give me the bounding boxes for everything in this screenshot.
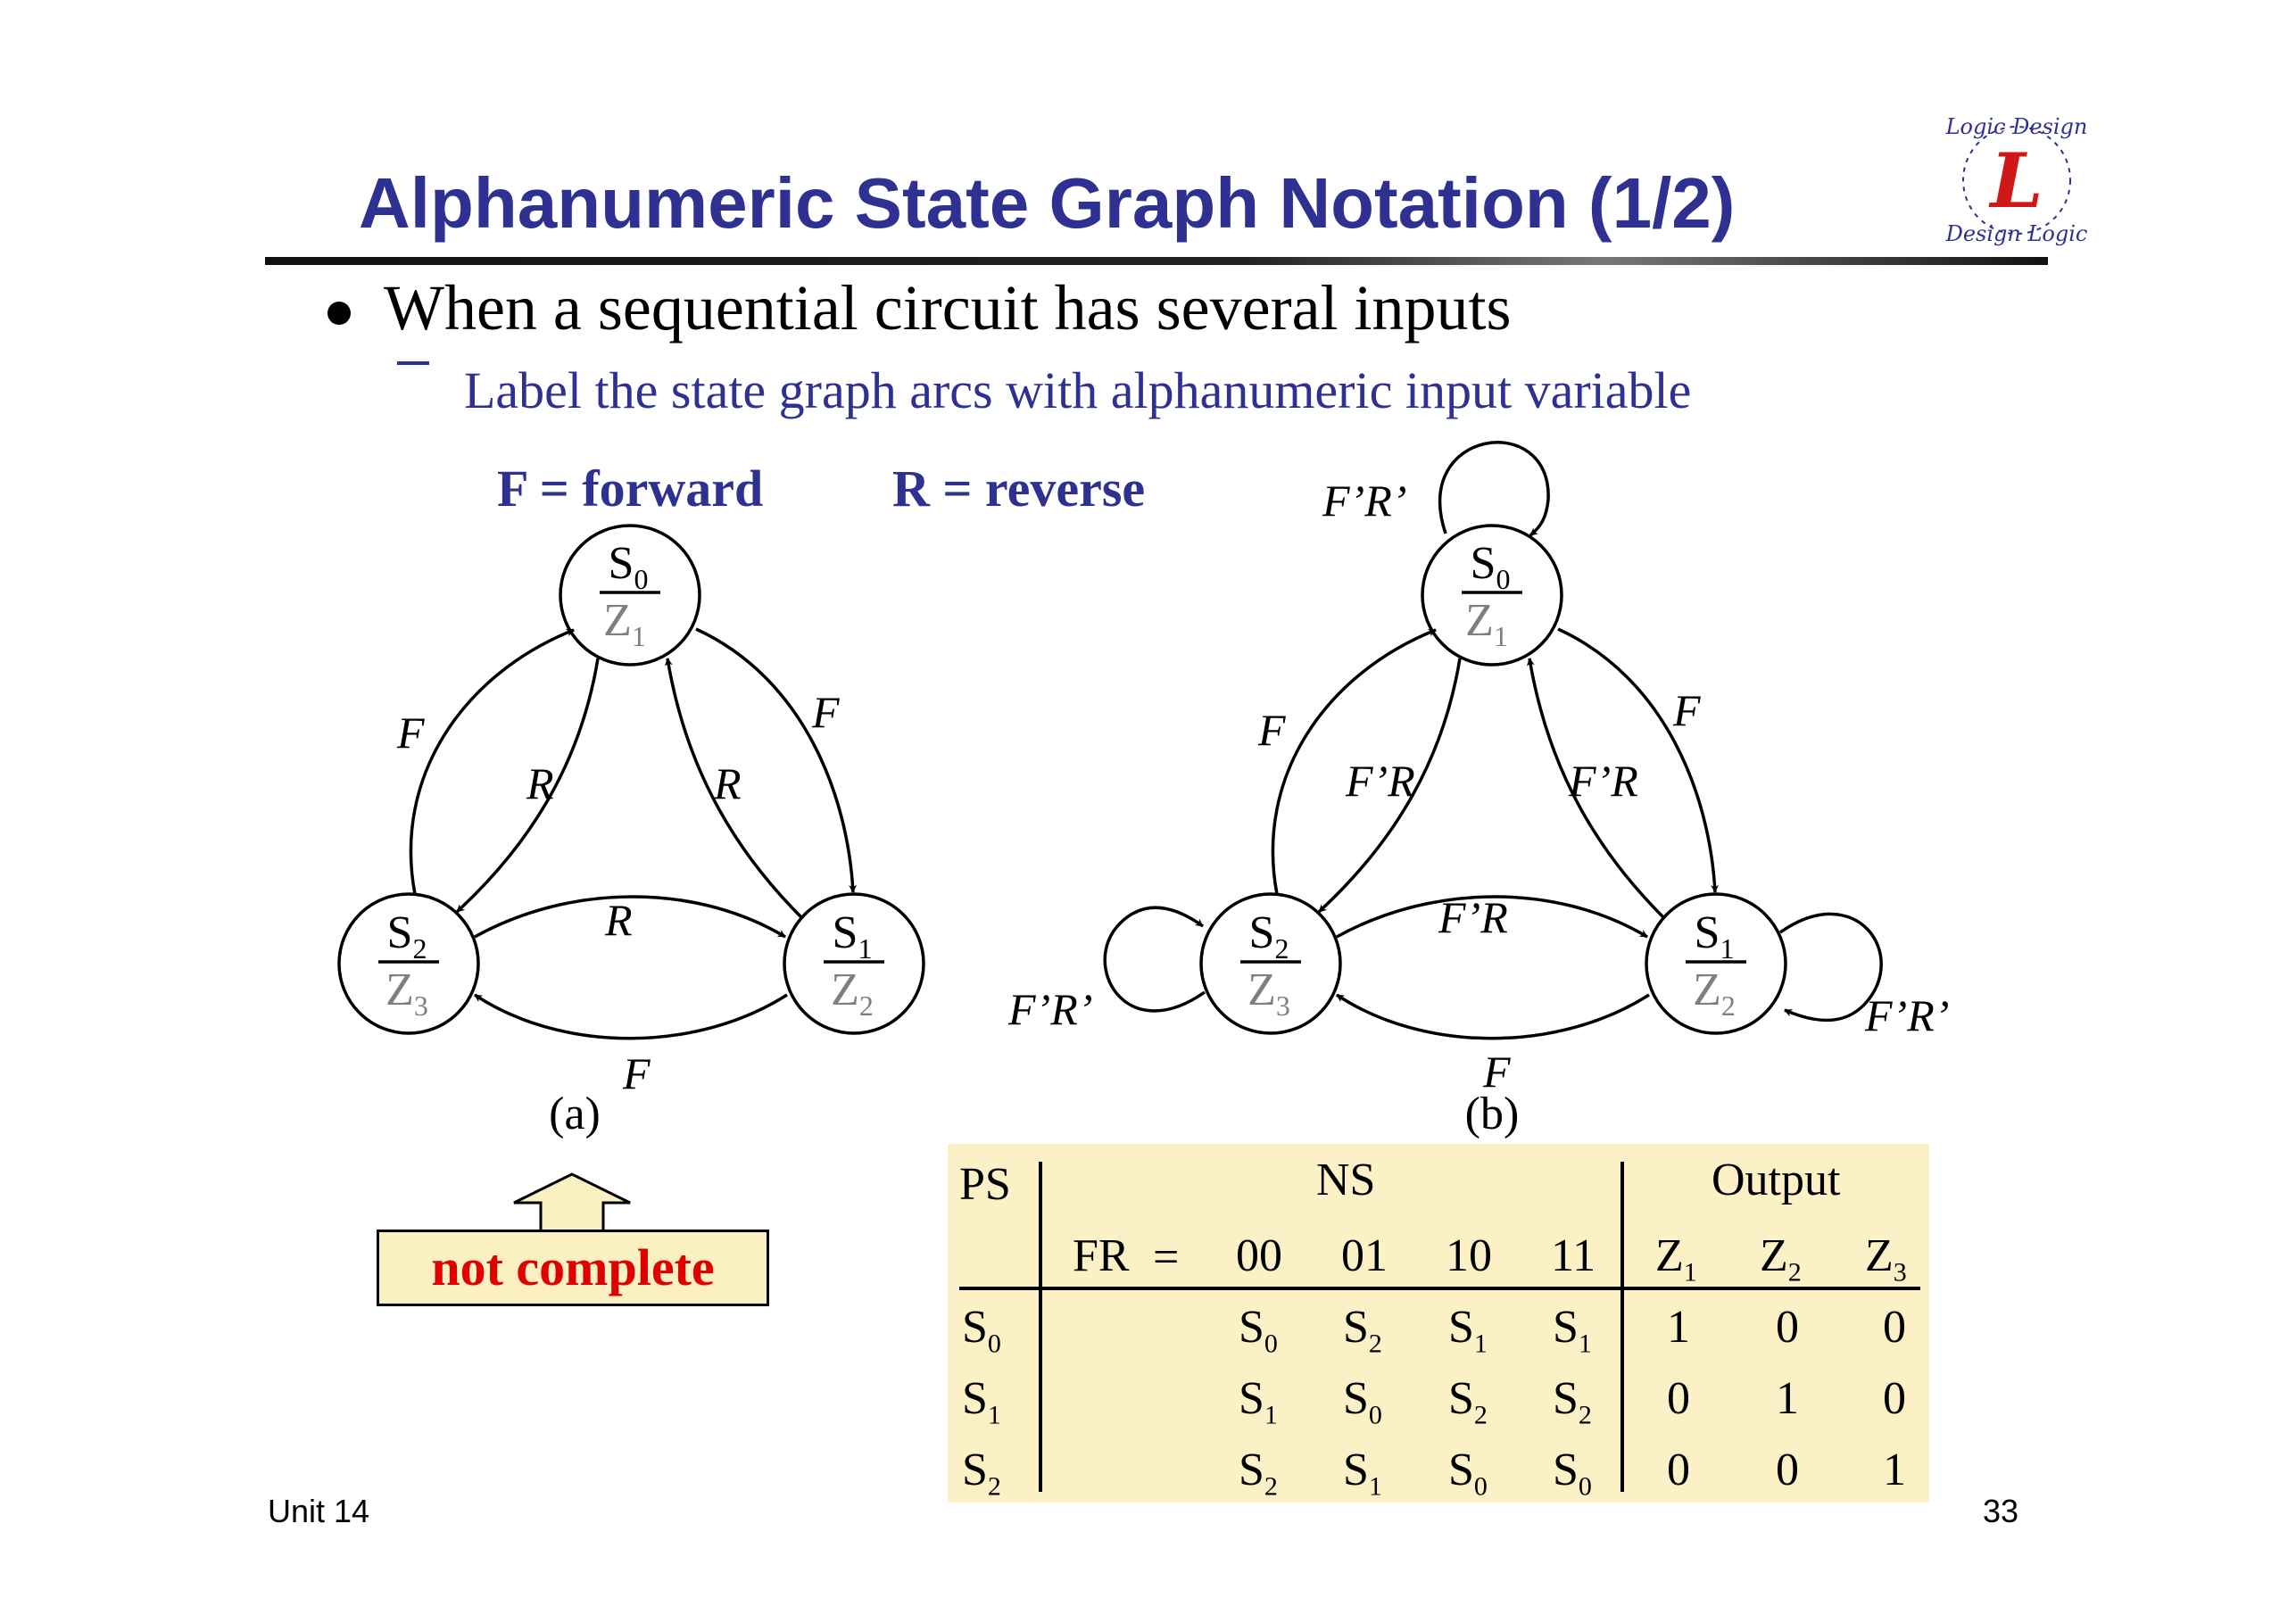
table-output-col: $Z_1$ bbox=[1655, 1230, 1697, 1288]
not-complete-note: not complete bbox=[377, 1230, 769, 1306]
loop-s2-b bbox=[1105, 907, 1205, 1011]
svg-text:Design Logic: Design Logic bbox=[1945, 221, 2088, 246]
page-number: 33 bbox=[1983, 1493, 2019, 1529]
arc-label-s1-s2-a: F bbox=[623, 1048, 651, 1098]
arc-label-s2-s1-b: F’R bbox=[1438, 892, 1508, 942]
loop-label-s2-b: F’R’ bbox=[1008, 984, 1093, 1034]
table-cell-output: 0 bbox=[1883, 1373, 1906, 1424]
table-cell-ns: $S_2$ bbox=[1239, 1445, 1278, 1502]
arc-label-s2-s0-a: F bbox=[397, 708, 425, 758]
table-cell-ns: $S_2$ bbox=[1553, 1373, 1592, 1430]
table-cell-ns: $S_1$ bbox=[1239, 1373, 1278, 1430]
table-divider-output bbox=[1620, 1162, 1624, 1492]
s0-a-label: $S_0$ bbox=[608, 538, 649, 595]
arc-s1-s2-a bbox=[475, 995, 787, 1039]
table-fr-equals: = bbox=[1153, 1232, 1180, 1283]
s2-a-label: $S_2$ bbox=[386, 907, 427, 965]
state-graph-b bbox=[1105, 443, 1881, 1039]
table-cell-output: 1 bbox=[1883, 1445, 1906, 1495]
table-cell-ns: $S_2$ bbox=[1343, 1302, 1382, 1359]
table-fr-label: FR bbox=[1073, 1230, 1130, 1281]
s0-a-output: $Z_1$ bbox=[603, 595, 646, 652]
table-input-col: 11 bbox=[1551, 1230, 1596, 1281]
table-cell-ns: $S_0$ bbox=[1553, 1445, 1592, 1502]
table-cell-ns: $S_0$ bbox=[1448, 1445, 1488, 1502]
svg-text:L: L bbox=[1990, 137, 2043, 225]
table-cell-output: 0 bbox=[1883, 1302, 1906, 1353]
arc-label-s0-s1-a: F bbox=[812, 687, 840, 737]
arc-label-s0-s2-a: R bbox=[526, 758, 554, 808]
caption-a: (a) bbox=[549, 1089, 601, 1139]
table-cell-output: 1 bbox=[1667, 1302, 1690, 1353]
s0-b-label: $S_0$ bbox=[1470, 538, 1511, 595]
slide-title: Alphanumeric State Graph Notation (1/2) bbox=[359, 163, 1736, 243]
reverse-definition: R = reverse bbox=[892, 460, 1146, 518]
table-ns-header: NS bbox=[1316, 1155, 1376, 1205]
footer-unit: Unit 14 bbox=[268, 1493, 370, 1529]
sub-bullet-text: Label the state graph arcs with alphanumeric input variable bbox=[464, 361, 1692, 419]
arc-label-s1-s0-a: R bbox=[714, 758, 742, 808]
table-divider-ps bbox=[1039, 1162, 1042, 1492]
arc-label-s0-s1-b: F bbox=[1673, 685, 1701, 735]
table-input-col: 10 bbox=[1446, 1230, 1492, 1281]
table-cell-output: 1 bbox=[1776, 1373, 1799, 1424]
svg-text:Logic Design: Logic Design bbox=[1945, 114, 2088, 139]
up-arrow bbox=[514, 1174, 630, 1233]
table-row-ps: $S_2$ bbox=[962, 1445, 1001, 1502]
table-cell-ns: $S_1$ bbox=[1343, 1445, 1382, 1502]
arc-label-s1-s0-b: F’R bbox=[1569, 756, 1638, 806]
table-output-header: Output bbox=[1712, 1155, 1841, 1205]
table-row-ps: $S_1$ bbox=[962, 1373, 1001, 1430]
s2-b-output: $Z_3$ bbox=[1247, 965, 1290, 1022]
arc-s1-s2-b bbox=[1337, 995, 1649, 1039]
table-input-col: 00 bbox=[1236, 1230, 1282, 1281]
caption-b: (b) bbox=[1464, 1089, 1520, 1139]
forward-definition: F = forward bbox=[497, 460, 764, 518]
table-row-ps: $S_0$ bbox=[962, 1302, 1001, 1359]
table-ps-header: PS bbox=[959, 1159, 1011, 1210]
table-cell-output: 0 bbox=[1667, 1373, 1690, 1424]
table-cell-ns: $S_1$ bbox=[1553, 1302, 1592, 1359]
arc-label-s2-s0-b: F bbox=[1258, 705, 1286, 755]
s1-a-label: $S_1$ bbox=[832, 907, 873, 965]
table-cell-output: 0 bbox=[1776, 1445, 1799, 1495]
table-output-col: $Z_2$ bbox=[1760, 1230, 1802, 1288]
s2-a-output: $Z_3$ bbox=[385, 965, 428, 1022]
table-cell-output: 0 bbox=[1667, 1445, 1690, 1495]
arc-label-s1-s2-b: F bbox=[1483, 1047, 1511, 1097]
table-cell-output: 0 bbox=[1776, 1302, 1799, 1353]
table-cell-ns: $S_0$ bbox=[1239, 1302, 1278, 1359]
loop-s0-b bbox=[1440, 443, 1549, 535]
s0-b-output: $Z_1$ bbox=[1465, 595, 1508, 652]
s2-b-label: $S_2$ bbox=[1248, 907, 1289, 965]
table-cell-ns: $S_0$ bbox=[1343, 1373, 1382, 1430]
loop-label-s1-b: F’R’ bbox=[1865, 990, 1950, 1040]
table-cell-ns: $S_2$ bbox=[1448, 1373, 1488, 1430]
s1-b-output: $Z_2$ bbox=[1693, 965, 1736, 1022]
table-input-col: 01 bbox=[1341, 1230, 1388, 1281]
table-cell-ns: $S_1$ bbox=[1448, 1302, 1488, 1359]
bullet-text: When a sequential circuit has several inputs bbox=[384, 272, 1512, 344]
loop-label-s0-b: F’R’ bbox=[1322, 476, 1407, 526]
arc-label-s0-s2-b: F’R bbox=[1346, 756, 1415, 806]
table-output-col: $Z_3$ bbox=[1865, 1230, 1907, 1288]
s1-b-label: $S_1$ bbox=[1694, 907, 1735, 965]
arc-label-s2-s1-a: R bbox=[605, 895, 633, 945]
s1-a-output: $Z_2$ bbox=[831, 965, 874, 1022]
